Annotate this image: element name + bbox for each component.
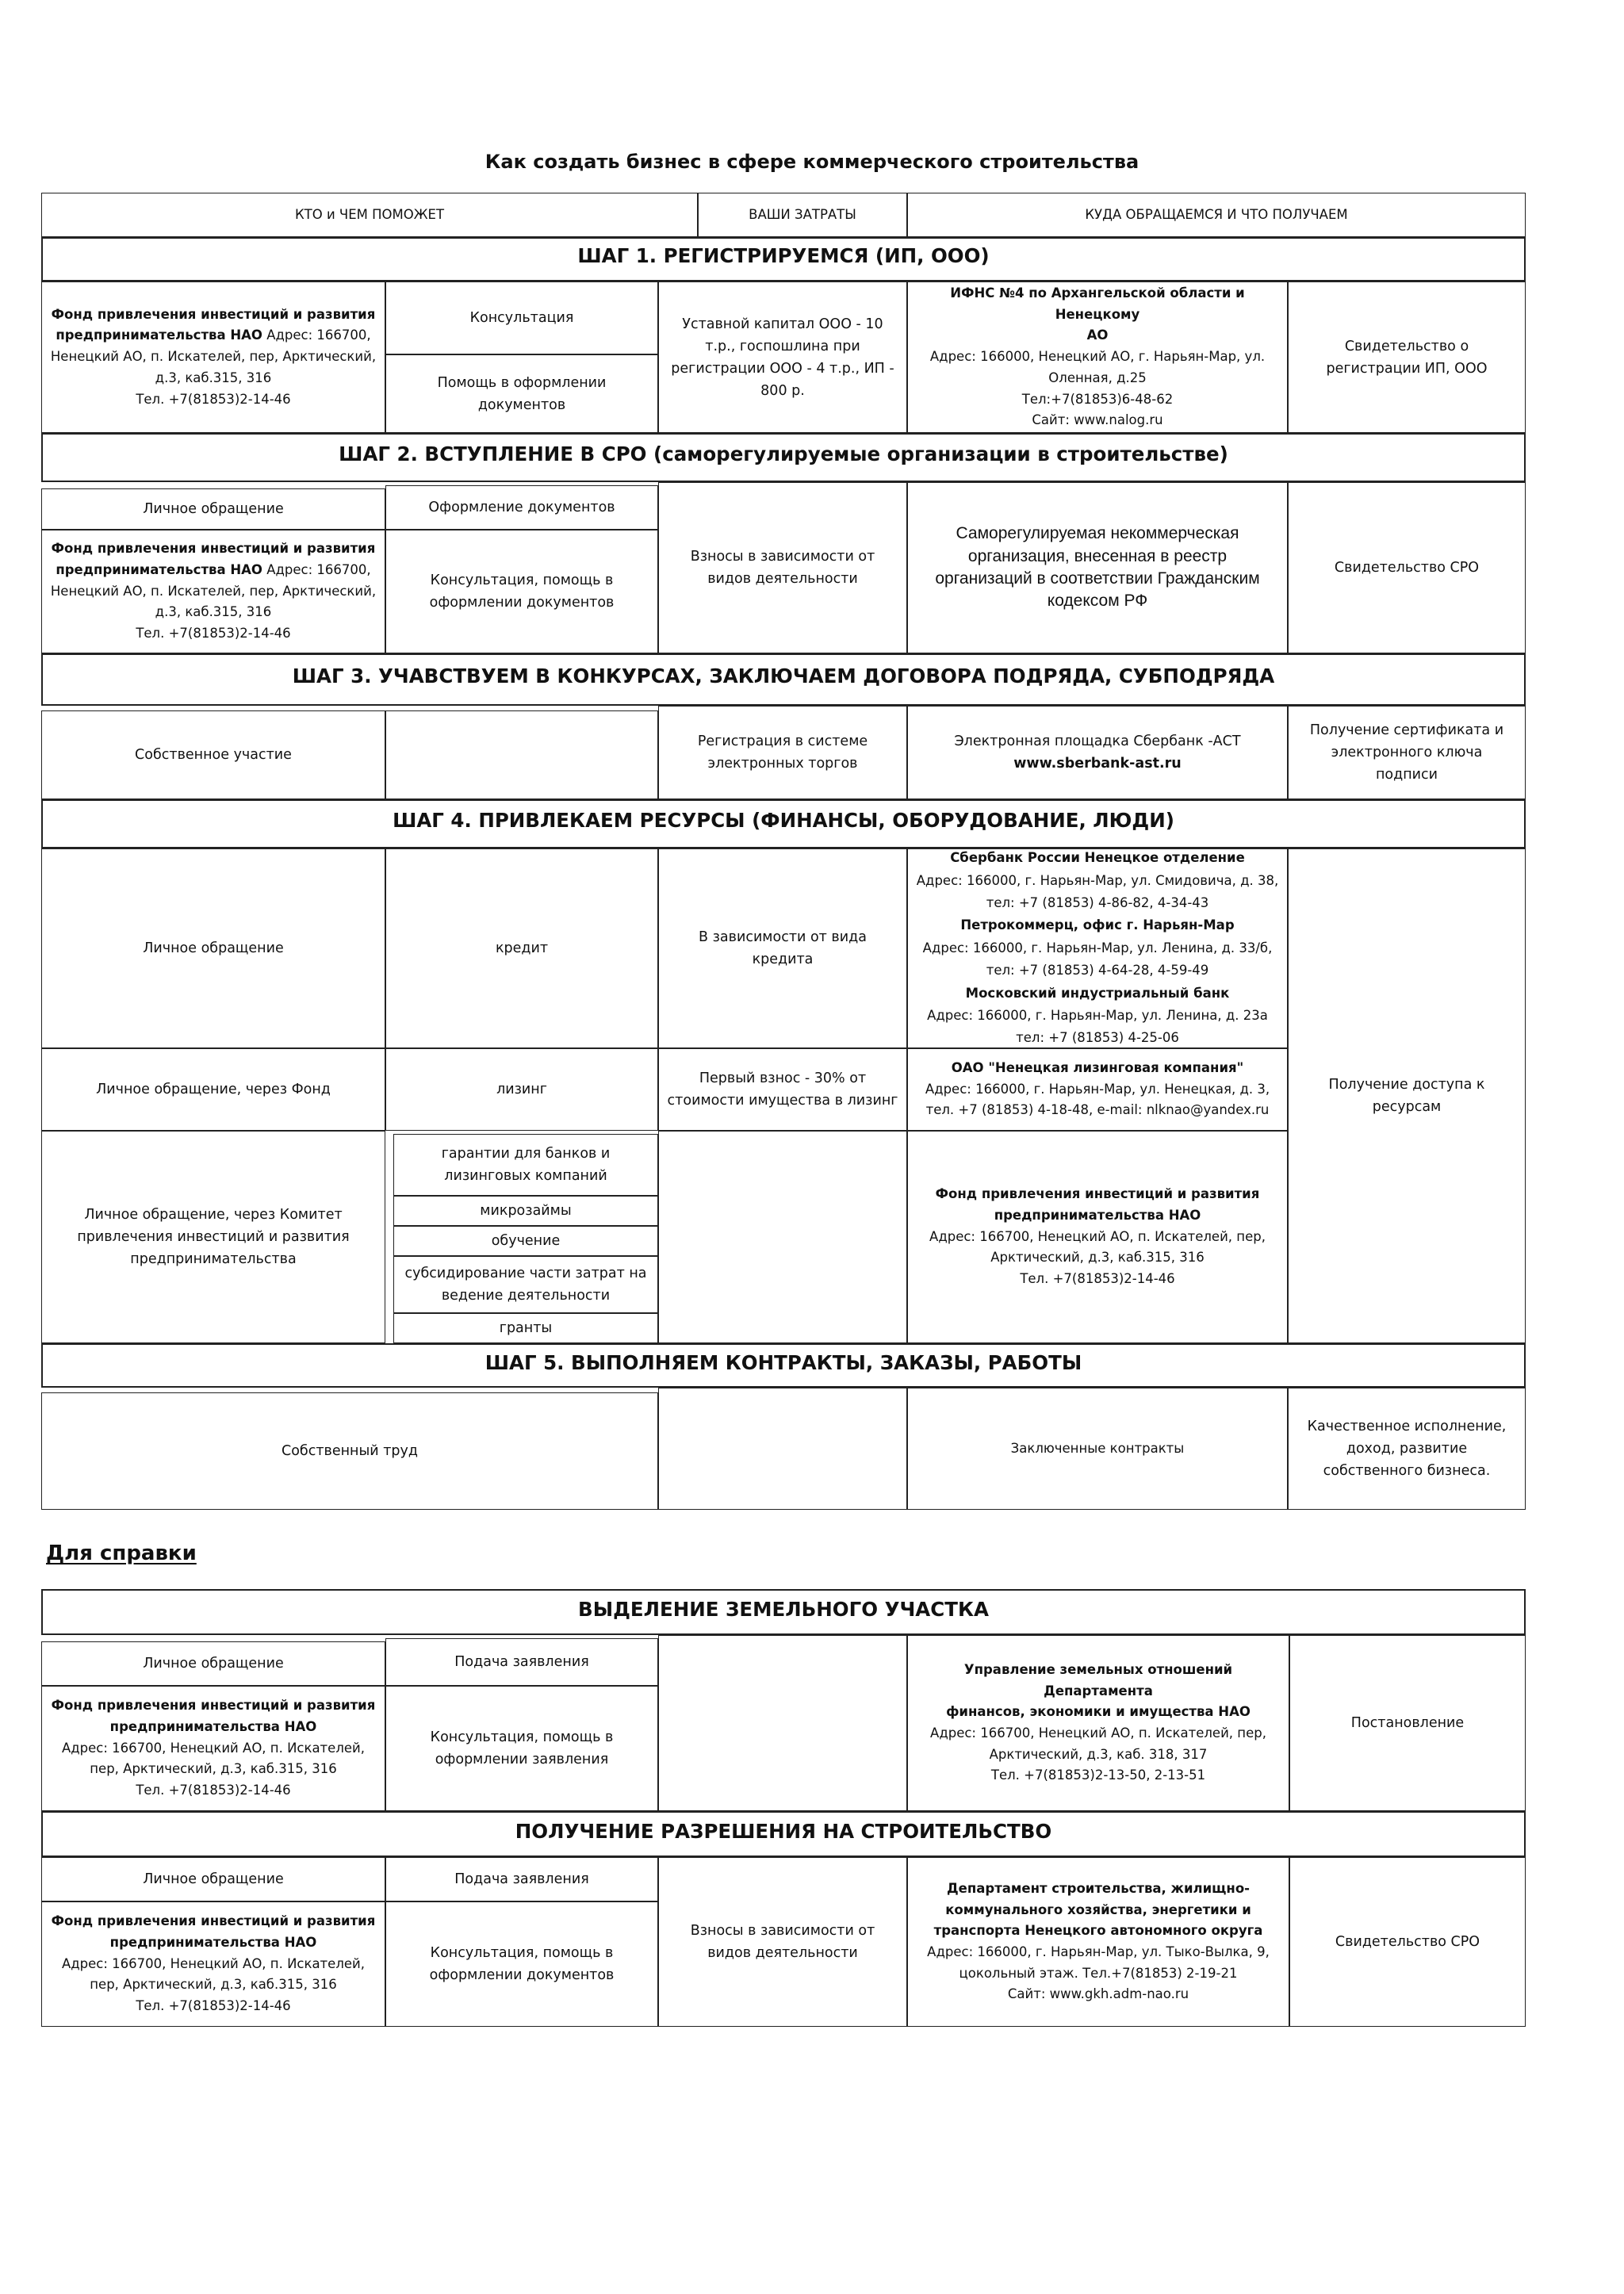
step5-result-line2: доход, развитие bbox=[1346, 1441, 1468, 1457]
permit-organization bbox=[907, 1857, 1289, 2027]
step1-result bbox=[1288, 281, 1526, 433]
land-org-phone: Тел. +7(81853)2-13-50, 2-13-51 bbox=[990, 1767, 1206, 1783]
land-empty-costs bbox=[658, 1635, 907, 1811]
fund-address-line1: Ненецкий АО, п. Искателей, пер, Арктический, bbox=[50, 349, 377, 365]
step2-org-line1: Саморегулируемая некоммерческая bbox=[956, 524, 1239, 543]
land-org-name-line2: финансов, экономики и имущества НАО bbox=[946, 1704, 1251, 1720]
permit-org-name-line1: Департамент строительства, жилищно- bbox=[946, 1880, 1251, 1896]
committee-fund-name-line1: Фонд привлечения инвестиций и развития bbox=[935, 1186, 1260, 1202]
step1-cost-line2: т.р., госпошлина при bbox=[705, 338, 860, 354]
committee-fund-name-line2: предпринимательства НАО bbox=[994, 1207, 1201, 1223]
fund-name-line1: Фонд привлечения инвестиций и развития bbox=[51, 306, 376, 322]
step1-fund-cell bbox=[41, 281, 385, 433]
step1-help-documents bbox=[385, 354, 658, 433]
step2-fund-phone: Тел. +7(81853)2-14-46 bbox=[136, 626, 291, 641]
land-organization bbox=[907, 1635, 1289, 1811]
step4-committee-costs bbox=[658, 1131, 907, 1343]
bank-sberbank-phone: тел: +7 (81853) 4-86-82, 4-34-43 bbox=[986, 895, 1209, 911]
document-title: Как создать бизнес в сфере коммерческого строительства bbox=[485, 151, 1139, 173]
bank-petrokommerts-address: Адрес: 166000, г. Нарьян-Мар, ул. Ленина, д. 33/б, bbox=[922, 940, 1273, 956]
step3-result-line3: подписи bbox=[1375, 767, 1438, 783]
permit-fund-address-line2: пер, Арктический, д.3, каб.315, 316 bbox=[90, 1977, 337, 1993]
step1-cost-line1: Уставной капитал ООО - 10 bbox=[682, 316, 883, 332]
committee-who-line2: привлечения инвестиций и развития bbox=[77, 1229, 350, 1245]
step3-result bbox=[1288, 706, 1526, 799]
permit-fund-name-line2: предпринимательства НАО bbox=[109, 1934, 317, 1950]
step4-committee-who bbox=[41, 1131, 385, 1343]
step2-result: Свидетельство СРО bbox=[1288, 482, 1526, 653]
fund-address-start: Адрес: 166700, bbox=[266, 327, 371, 343]
reference-heading: Для справки bbox=[46, 1541, 197, 1565]
permit-org-name-line3: транспорта Ненецкого автономного округа bbox=[933, 1923, 1263, 1939]
step4-result bbox=[1288, 848, 1526, 1343]
support-microloans: микрозаймы bbox=[393, 1196, 658, 1226]
step4-leasing-who: Личное обращение, через Фонд bbox=[41, 1048, 385, 1131]
step4-credit-who: Личное обращение bbox=[41, 848, 385, 1048]
step2-fund-name-line2: предпринимательства НАО bbox=[56, 561, 262, 577]
support-subsidies bbox=[393, 1256, 658, 1313]
support-training: обучение bbox=[393, 1226, 658, 1256]
step4-credit-cost-line1: В зависимости от вида bbox=[699, 929, 867, 945]
land-org-address-line2: Арктический, д.3, каб. 318, 317 bbox=[989, 1746, 1208, 1762]
permit-title: ПОЛУЧЕНИЕ РАЗРЕШЕНИЯ НА СТРОИТЕЛЬСТВО bbox=[515, 1820, 1052, 1843]
step5-contracts: Заключенные контракты bbox=[907, 1388, 1288, 1510]
step1-help-consultation: Консультация bbox=[385, 281, 658, 354]
step1-costs bbox=[658, 281, 907, 433]
permit-org-address-line2: цокольный этаж. Тел.+7(81853) 2-19-21 bbox=[959, 1965, 1238, 1981]
bank-petrokommerts-phone: тел: +7 (81853) 4-64-28, 4-59-49 bbox=[986, 963, 1209, 978]
bank-mib-address: Адрес: 166000, г. Нарьян-Мар, ул. Ленина, д. 23а bbox=[927, 1007, 1268, 1023]
step1-cost-line3: регистрации ООО - 4 т.р., ИП - bbox=[671, 360, 894, 377]
permit-org-address-line1: Адрес: 166000, г. Нарьян-Мар, ул. Тыко-Вылка, 9, bbox=[927, 1944, 1270, 1959]
step3-title: ШАГ 3. УЧАВСТВУЕМ В КОНКУРСАХ, ЗАКЛЮЧАЕМ ДОГОВОРА ПОДРЯДА, СУБПОДРЯДА bbox=[292, 664, 1275, 687]
step2-sro-organization bbox=[907, 482, 1288, 653]
step4-leasing-costs bbox=[658, 1048, 907, 1131]
step2-help-consultation bbox=[385, 530, 658, 653]
step3-platform-name: Электронная площадка Сбербанк -АСТ bbox=[954, 733, 1241, 749]
fund-phone: Тел. +7(81853)2-14-46 bbox=[136, 391, 291, 407]
step1-org-address-line2: Оленная, д.25 bbox=[1048, 370, 1147, 385]
committee-who-line3: предпринимательства bbox=[130, 1251, 297, 1267]
bank-mib-phone: тел: +7 (81853) 4-25-06 bbox=[1016, 1030, 1179, 1046]
land-result: Постановление bbox=[1289, 1635, 1526, 1811]
step3-costs bbox=[658, 706, 907, 799]
step2-org-line2: организация, внесенная в реестр bbox=[967, 546, 1228, 565]
permit-org-name-line2: коммунального хозяйства, энергетики и bbox=[945, 1901, 1251, 1917]
fund-address-line2: д.3, каб.315, 316 bbox=[155, 370, 272, 385]
permit-fund-name-line1: Фонд привлечения инвестиций и развития bbox=[51, 1913, 376, 1929]
step2-cost-line1: Взносы в зависимости от bbox=[690, 549, 875, 565]
land-help-consultation-line2: оформлении заявления bbox=[435, 1752, 609, 1767]
support-grants: гранты bbox=[393, 1313, 658, 1343]
step3-own-participation: Собственное участие bbox=[41, 710, 385, 799]
step1-title: ШАГ 1. РЕГИСТРИРУЕМСЯ (ИП, ООО) bbox=[577, 244, 990, 267]
step3-cost-line2: электронных торгов bbox=[707, 756, 858, 772]
committee-fund-address-line2: Арктический, д.3, каб.315, 316 bbox=[990, 1250, 1205, 1266]
committee-fund-phone: Тел. +7(81853)2-14-46 bbox=[1020, 1271, 1175, 1287]
land-fund-address-line1: Адрес: 166700, Ненецкий АО, п. Искателей, bbox=[61, 1740, 365, 1756]
step5-result-line1: Качественное исполнение, bbox=[1307, 1419, 1507, 1434]
step2-org-line3: организаций в соответствии Гражданским bbox=[935, 569, 1260, 588]
land-fund-name-line2: предпринимательства НАО bbox=[109, 1718, 317, 1734]
bank-petrokommerts-name: Петрокоммерц, офис г. Нарьян-Мар bbox=[960, 917, 1235, 933]
land-help-consultation-line1: Консультация, помощь в bbox=[430, 1729, 614, 1745]
step3-result-line2: электронного ключа bbox=[1331, 745, 1483, 760]
step2-fund-address-start: Адрес: 166700, bbox=[266, 561, 371, 577]
support-subsidies-line2: ведение деятельности bbox=[441, 1288, 611, 1304]
permit-help-consultation-line2: оформлении документов bbox=[429, 1967, 615, 1983]
support-guarantees-line1: гарантии для банков и bbox=[441, 1146, 611, 1162]
permit-fund-phone: Тел. +7(81853)2-14-46 bbox=[136, 1998, 291, 2014]
permit-costs bbox=[658, 1857, 907, 2027]
land-org-address-line1: Адрес: 166700, Ненецкий АО, п. Искателей, пер, bbox=[930, 1725, 1266, 1741]
permit-who-personal: Личное обращение bbox=[41, 1857, 385, 1901]
bank-sberbank-address: Адрес: 166000, г. Нарьян-Мар, ул. Смидовича, д. 38, bbox=[916, 872, 1279, 888]
step1-tax-office bbox=[907, 281, 1288, 433]
step2-help-consultation-line2: оформлении документов bbox=[429, 595, 615, 611]
land-fund-address-line2: пер, Арктический, д.3, каб.315, 316 bbox=[90, 1761, 337, 1777]
step2-fund-address-line1: Ненецкий АО, п. Искателей, пер, Арктический, bbox=[50, 583, 377, 599]
permit-result: Свидетельство СРО bbox=[1289, 1857, 1526, 2027]
step2-costs bbox=[658, 482, 907, 653]
land-fund-phone: Тел. +7(81853)2-14-46 bbox=[136, 1783, 291, 1798]
land-help-application: Подача заявления bbox=[385, 1638, 658, 1686]
permit-help-consultation-line1: Консультация, помощь в bbox=[430, 1945, 614, 1961]
step5-empty-costs bbox=[658, 1388, 907, 1510]
land-fund-name-line1: Фонд привлечения инвестиций и развития bbox=[51, 1698, 376, 1714]
permit-cost-line2: видов деятельности bbox=[707, 1945, 858, 1961]
step1-org-address-line1: Адрес: 166000, Ненецкий АО, г. Нарьян-Мар, ул. bbox=[929, 349, 1266, 365]
step4-banks bbox=[907, 848, 1288, 1048]
committee-who-line1: Личное обращение, через Комитет bbox=[84, 1207, 343, 1223]
step5-result-line3: собственного бизнеса. bbox=[1323, 1463, 1491, 1479]
step4-committee-fund bbox=[907, 1131, 1288, 1343]
committee-fund-address-line1: Адрес: 166700, Ненецкий АО, п. Искателей, пер, bbox=[929, 1228, 1266, 1244]
step1-org-name-line1: ИФНС №4 по Архангельской области и Ненецкому bbox=[950, 285, 1245, 322]
step4-credit-cost-line2: кредита bbox=[752, 952, 814, 967]
step2-who-personal: Личное обращение bbox=[41, 488, 385, 530]
header-costs: ВАШИ ЗАТРАТЫ bbox=[698, 193, 907, 237]
step3-cost-line1: Регистрация в системе bbox=[697, 733, 868, 749]
step3-platform bbox=[907, 706, 1288, 799]
step5-title: ШАГ 5. ВЫПОЛНЯЕМ КОНТРАКТЫ, ЗАКАЗЫ, РАБОТЫ bbox=[485, 1351, 1082, 1374]
land-who-personal: Личное обращение bbox=[41, 1641, 385, 1686]
land-help-consultation bbox=[385, 1686, 658, 1811]
header-where-what: КУДА ОБРАЩАЕМСЯ И ЧТО ПОЛУЧАЕМ bbox=[907, 193, 1526, 237]
step3-empty-help bbox=[385, 710, 658, 799]
permit-cost-line1: Взносы в зависимости от bbox=[690, 1923, 875, 1939]
permit-fund-address-line1: Адрес: 166700, Ненецкий АО, п. Искателей, bbox=[61, 1955, 365, 1971]
step2-fund-address-line2: д.3, каб.315, 316 bbox=[155, 604, 272, 620]
permit-org-website: Сайт: www.gkh.adm-nao.ru bbox=[1007, 1986, 1189, 2002]
bank-sberbank-name: Сбербанк России Ненецкое отделение bbox=[950, 850, 1245, 866]
bank-mib-name: Московский индустриальный банк bbox=[965, 985, 1230, 1001]
step4-credit-help: кредит bbox=[385, 848, 658, 1048]
step2-org-line4: кодексом РФ bbox=[1047, 592, 1148, 611]
step4-leasing-help: лизинг bbox=[385, 1048, 658, 1131]
support-guarantees bbox=[393, 1134, 658, 1196]
leasing-company-address: Адрес: 166000, г. Нарьян-Мар, ул. Ненецкая, д. 3, bbox=[925, 1081, 1270, 1097]
step4-leasing-cost-line1: Первый взнос - 30% от bbox=[699, 1070, 867, 1086]
step4-credit-costs bbox=[658, 848, 907, 1048]
permit-help-application: Подача заявления bbox=[385, 1857, 658, 1901]
step2-help-documents: Оформление документов bbox=[385, 485, 658, 530]
step4-result-line1: Получение доступа к bbox=[1328, 1077, 1485, 1093]
step1-help-documents-line1: Помощь в оформлении bbox=[437, 374, 607, 391]
step1-org-phone: Тел:+7(81853)6-48-62 bbox=[1021, 391, 1174, 407]
step1-cost-line4: 800 р. bbox=[760, 382, 805, 399]
support-guarantees-line2: лизинговых компаний bbox=[444, 1168, 607, 1184]
fund-name-line2: предпринимательства НАО bbox=[56, 327, 262, 343]
leasing-company-name: ОАО "Ненецкая лизинговая компания" bbox=[951, 1059, 1244, 1075]
step4-result-line2: ресурсам bbox=[1372, 1099, 1442, 1115]
land-fund-cell bbox=[41, 1686, 385, 1811]
header-who-helps: КТО и ЧЕМ ПОМОЖЕТ bbox=[41, 193, 698, 237]
permit-fund-cell bbox=[41, 1901, 385, 2027]
step3-result-line1: Получение сертификата и bbox=[1309, 722, 1504, 738]
step2-title: ШАГ 2. ВСТУПЛЕНИЕ В СРО (саморегулируемые организации в строительстве) bbox=[339, 442, 1228, 465]
step1-result-line1: Свидетельство о bbox=[1344, 338, 1469, 354]
land-org-name-line1: Управление земельных отношений Департамента bbox=[963, 1661, 1233, 1698]
step3-platform-url: www.sberbank-ast.ru bbox=[1013, 756, 1182, 772]
step4-leasing-company bbox=[907, 1048, 1288, 1131]
step2-help-consultation-line1: Консультация, помощь в bbox=[430, 573, 614, 588]
step2-fund-cell bbox=[41, 530, 385, 653]
step2-fund-name-line1: Фонд привлечения инвестиций и развития bbox=[51, 541, 376, 557]
support-subsidies-line1: субсидирование части затрат на bbox=[404, 1266, 647, 1281]
step1-org-name-line2: АО bbox=[1086, 327, 1109, 343]
leasing-company-contacts: тел. +7 (81853) 4-18-48, e-mail: nlknao@yandex.ru bbox=[925, 1102, 1270, 1118]
land-title: ВЫДЕЛЕНИЕ ЗЕМЕЛЬНОГО УЧАСТКА bbox=[578, 1598, 989, 1621]
step1-help-documents-line2: документов bbox=[477, 396, 566, 413]
step2-cost-line2: видов деятельности bbox=[707, 571, 858, 587]
step5-own-labor: Собственный труд bbox=[41, 1392, 658, 1510]
step4-leasing-cost-line2: стоимости имущества в лизинг bbox=[667, 1093, 898, 1109]
step1-result-line2: регистрации ИП, ООО bbox=[1326, 360, 1488, 377]
step5-result bbox=[1288, 1388, 1526, 1510]
step1-org-website: Сайт: www.nalog.ru bbox=[1032, 412, 1163, 428]
permit-help-consultation bbox=[385, 1901, 658, 2027]
step4-title: ШАГ 4. ПРИВЛЕКАЕМ РЕСУРСЫ (ФИНАНСЫ, ОБОРУДОВАНИЕ, ЛЮДИ) bbox=[393, 809, 1174, 832]
